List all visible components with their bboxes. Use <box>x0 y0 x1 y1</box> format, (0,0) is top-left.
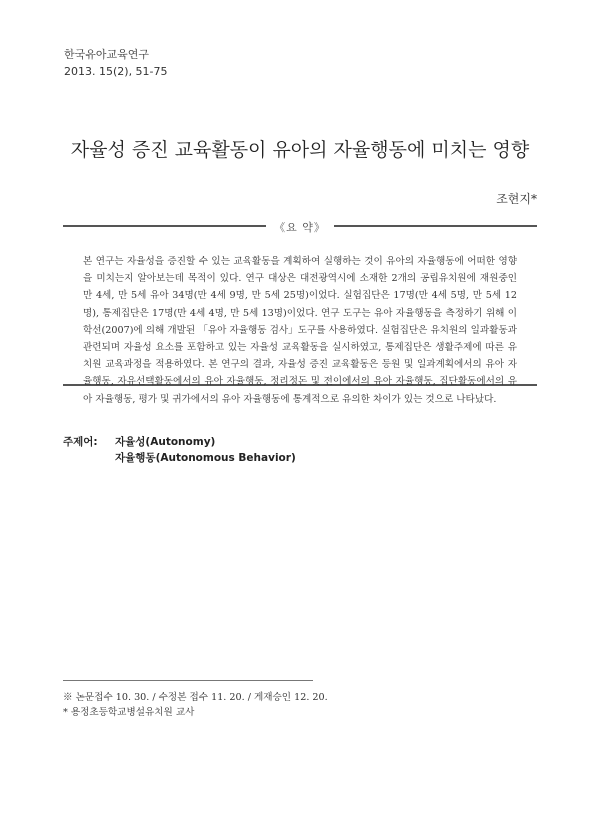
footnote-divider <box>63 680 313 681</box>
keywords-label: 주제어: <box>63 436 98 448</box>
journal-issue: 2013. 15(2), 51-75 <box>64 65 168 78</box>
journal-header <box>64 46 168 80</box>
keyword-item: 자율성(Autonomy) <box>115 436 216 448</box>
keywords-section <box>63 434 296 466</box>
footnote-dates: ※ 논문접수 10. 30. / 수정본 접수 11. 20. / 게재승인 12. 20. <box>63 692 328 703</box>
abstract-text: 본 연구는 자율성을 증진할 수 있는 교육활동을 계획하여 실행하는 것이 유아의 자율행동에 어떠한 영향을 미치는지 알아보는데 목적이 있다. 연구 대상은 대전광역시에 소재한 2개의 공립유치원에 재원중인 만 4세, 만 5세 유아 34명(만 4세 9명, 만 5세 25명)이었다. 실험집단은 17명(만 4세 5명, 만 5세 12명), 통제집단은 17명(만 4세 4명, 만 5세 13명)이었다. 연구 도구는 유아 자율행동을 측정하기 위해 이학선(2007)에 의해 개발된 「유아 자율행동 검사」도구를 사용하였다. 실험집단은 유치원의 일과활동과 관련되며 자율성 요소를 포함하고 있는 자율성 교육활동을 실시하였고, 통제집단은 생활주제에 따른 유치원 교육과정을 적용하였다. 본 연구의 결과, 자율성 증진 교육활동은 등원 및 일과계획에서의 유아 자율행동, 자유선택활동에서의 유아 자율행동, 정리정돈 및 전이에서의 유아 자율행동, 집단활동에서의 유아 자율행동, 평가 및 귀가에서의 유아 자율행동에 통계적으로 유의한 차이가 있는 것으로 나타났다. <box>83 256 517 405</box>
abstract-section <box>63 221 537 405</box>
keyword-item: 자율행동(Autonomous Behavior) <box>115 452 296 464</box>
paper-title: 자율성 증진 교육활동이 유아의 자율행동에 미치는 영향 <box>70 139 530 161</box>
author-name: 조현지* <box>496 192 537 206</box>
journal-name: 한국유아교육연구 <box>64 48 150 61</box>
abstract-label: 《요 약》 <box>266 221 334 234</box>
footnotes <box>63 690 328 720</box>
footnote-affiliation: * 용정초등학교병설유치원 교사 <box>63 707 195 718</box>
